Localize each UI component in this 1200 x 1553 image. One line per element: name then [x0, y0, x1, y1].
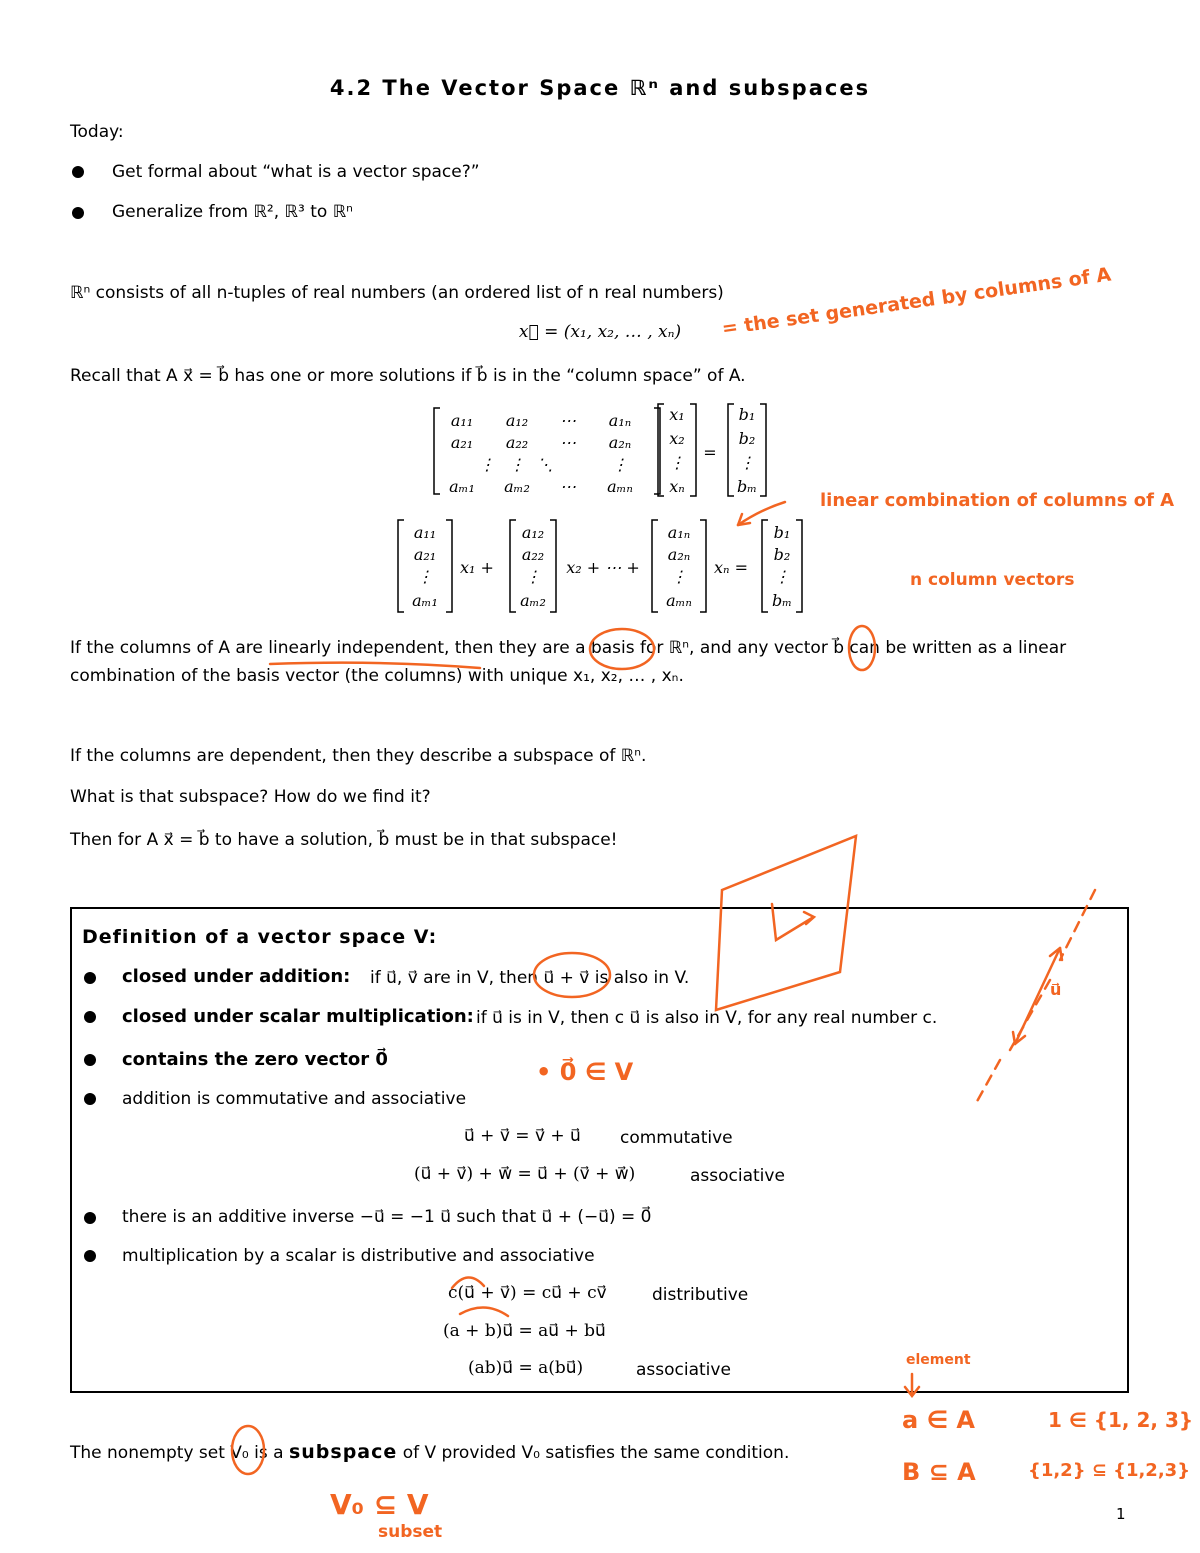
term-x1: x₁ +: [460, 558, 494, 577]
a-entry: ⋯: [560, 411, 576, 430]
a-entry: aₘₙ: [607, 477, 633, 496]
col1-entry: a₁₁: [413, 523, 437, 542]
b-entry: b₁: [738, 405, 756, 424]
closed-addition-detail: if u⃗, v⃗ are in V, then u⃗ + v⃗ is also in V.: [370, 968, 690, 988]
annotation-zero-in-v: • 0⃗ ∈ V: [536, 1058, 634, 1086]
today-heading: Today:: [70, 122, 124, 142]
zero-vector-label: contains the zero vector 0⃗: [122, 1049, 388, 1070]
term-xn: xₙ =: [714, 558, 748, 577]
annotation-linear-combination: linear combination of columns of A: [820, 490, 1175, 511]
annotation-one-in-set: 1 ∈ {1, 2, 3}: [1048, 1408, 1194, 1432]
annotation-subset-word: subset: [378, 1522, 443, 1542]
annotation-set-generated: = the set generated by columns of A: [720, 263, 1113, 340]
page-number: 1: [1116, 1505, 1126, 1523]
term-x2: x₂ + ⋯ +: [566, 558, 640, 577]
comm-assoc-text: addition is commutative and associative: [122, 1089, 467, 1109]
ink-underline: [270, 663, 480, 668]
associative-label: associative: [690, 1166, 785, 1186]
b-entry: b₂: [773, 545, 791, 564]
distributive-equation: c(u⃗ + v⃗) = cu⃗ + cv⃗: [448, 1283, 607, 1303]
today-item-2: Generalize from ℝ², ℝ³ to ℝⁿ: [112, 202, 353, 222]
equals-sign: =: [703, 443, 717, 462]
associative-equation: (u⃗ + v⃗) + w⃗ = u⃗ + (v⃗ + w⃗): [414, 1164, 636, 1184]
commutative-equation: u⃗ + v⃗ = v⃗ + u⃗: [464, 1126, 581, 1146]
a-entry: aₘ₁: [449, 477, 475, 496]
a-entry: ⋯: [560, 433, 576, 452]
then-for-text: Then for A x⃗ = b⃗ to have a solution, b⃗ must be in that subspace!: [70, 830, 618, 850]
x-entry: xₙ: [669, 477, 685, 496]
a-entry: aₘ₂: [504, 477, 530, 496]
ink-circle: [590, 629, 654, 669]
ink-arrow: [738, 502, 785, 525]
col1-entry: ⋮: [417, 567, 433, 586]
b-entry: ⋮: [774, 567, 790, 586]
a-entry: ⋯: [560, 477, 576, 496]
ink-arc: [460, 1307, 508, 1316]
x-entry: x₂: [669, 429, 685, 448]
ink-circle: [849, 626, 875, 670]
independent-line-2: combination of the basis vector (the columns) with unique x₁, x₂, … , xₙ.: [70, 666, 684, 686]
scalar-assoc-equation: (ab)u⃗ = a(bu⃗): [468, 1358, 584, 1378]
a-entry: a₁₂: [505, 411, 529, 430]
col1-entry: a₂₁: [413, 545, 437, 564]
a-entry: a₁ₙ: [608, 411, 632, 430]
b-entry: bₘ: [771, 591, 793, 610]
ink-arrow: [905, 1374, 919, 1396]
col2-entry: aₘ₂: [520, 591, 546, 610]
coln-entry: aₘₙ: [666, 591, 692, 610]
b-entry: b₁: [773, 523, 791, 542]
ink-circle: [232, 1426, 264, 1474]
ink-line: [975, 890, 1095, 1105]
b-entry: b₂: [738, 429, 756, 448]
commutative-label: commutative: [620, 1128, 733, 1148]
dependent-text: If the columns are dependent, then they describe a subspace of ℝⁿ.: [70, 746, 647, 766]
a-entry: ⋮: [509, 455, 525, 474]
coln-entry: ⋮: [671, 567, 687, 586]
page-title: 4.2 The Vector Space ℝⁿ and subspaces: [329, 76, 871, 100]
x-entry: x₁: [669, 405, 685, 424]
subspace-post: of V provided V₀ satisfies the same condition.: [402, 1443, 790, 1463]
a-entry: a₂₂: [505, 433, 529, 452]
x-vector-formula: x⃗ = (x₁, x₂, … , xₙ): [518, 322, 682, 342]
rn-definition: ℝⁿ consists of all n-tuples of real numbers (an ordered list of n real numbers): [70, 283, 724, 303]
a-entry: ⋮: [612, 455, 628, 474]
subspace-pre: The nonempty set V₀ is a: [70, 1443, 284, 1463]
ink-circle: [534, 953, 610, 997]
a-entry: ⋮: [479, 455, 495, 474]
annotation-a-in-a: a ∈ A: [902, 1406, 975, 1434]
ink-arc: [452, 1277, 484, 1288]
annotation-u-label: u⃗: [1050, 980, 1062, 999]
a-entry: a₂₁: [450, 433, 474, 452]
col2-entry: a₁₂: [521, 523, 545, 542]
subspace-term: subspace: [288, 1441, 398, 1463]
independent-line-1: If the columns of A are linearly independent, then they are a basis for ℝⁿ, and any vector b⃗ can be written as a linear: [70, 638, 1067, 658]
annotation-n-column-vectors: n column vectors: [910, 570, 1075, 590]
ink-plane: [716, 836, 856, 1010]
x-entry: ⋮: [669, 453, 685, 472]
annotation-v0-subset-v: V₀ ⊆ V: [330, 1488, 429, 1521]
scalar-assoc-label: associative: [636, 1360, 731, 1380]
a-entry: a₂ₙ: [608, 433, 632, 452]
closed-scalar-detail: if u⃗ is in V, then c u⃗ is also in V, for any real number c.: [476, 1008, 938, 1028]
a-entry: a₁₁: [450, 411, 474, 430]
recall-text: Recall that A x⃗ = b⃗ has one or more solutions if b⃗ is in the “column space” of A.: [70, 366, 746, 386]
today-item-1: Get formal about “what is a vector space?”: [112, 162, 480, 182]
annotation-b-subset-a: B ⊆ A: [902, 1458, 976, 1486]
ink-vector: [1015, 948, 1060, 1044]
annotation-element: element: [906, 1352, 971, 1368]
b-entry: bₘ: [736, 477, 758, 496]
additive-inverse-text: there is an additive inverse −u⃗ = −1 u⃗ such that u⃗ + (−u⃗) = 0⃗: [122, 1207, 652, 1227]
col2-entry: a₂₂: [521, 545, 545, 564]
a-entry: ⋱: [537, 455, 553, 474]
distributive-label: distributive: [652, 1285, 749, 1305]
closed-scalar-label: closed under scalar multiplication:: [122, 1006, 474, 1027]
annotation-subset-example: {1,2} ⊆ {1,2,3}: [1028, 1460, 1191, 1481]
ink-vector: [772, 904, 812, 940]
definition-heading: Definition of a vector space V:: [82, 926, 438, 948]
scalar-dist-text: multiplication by a scalar is distributive and associative: [122, 1246, 595, 1266]
closed-addition-label: closed under addition:: [122, 966, 351, 987]
coln-entry: a₁ₙ: [667, 523, 691, 542]
col2-entry: ⋮: [525, 567, 541, 586]
what-subspace-text: What is that subspace? How do we find it?: [70, 787, 431, 807]
b-entry: ⋮: [739, 453, 755, 472]
coln-entry: a₂ₙ: [667, 545, 691, 564]
col1-entry: aₘ₁: [412, 591, 438, 610]
distributive-equation-2: (a + b)u⃗ = au⃗ + bu⃗: [443, 1321, 606, 1341]
